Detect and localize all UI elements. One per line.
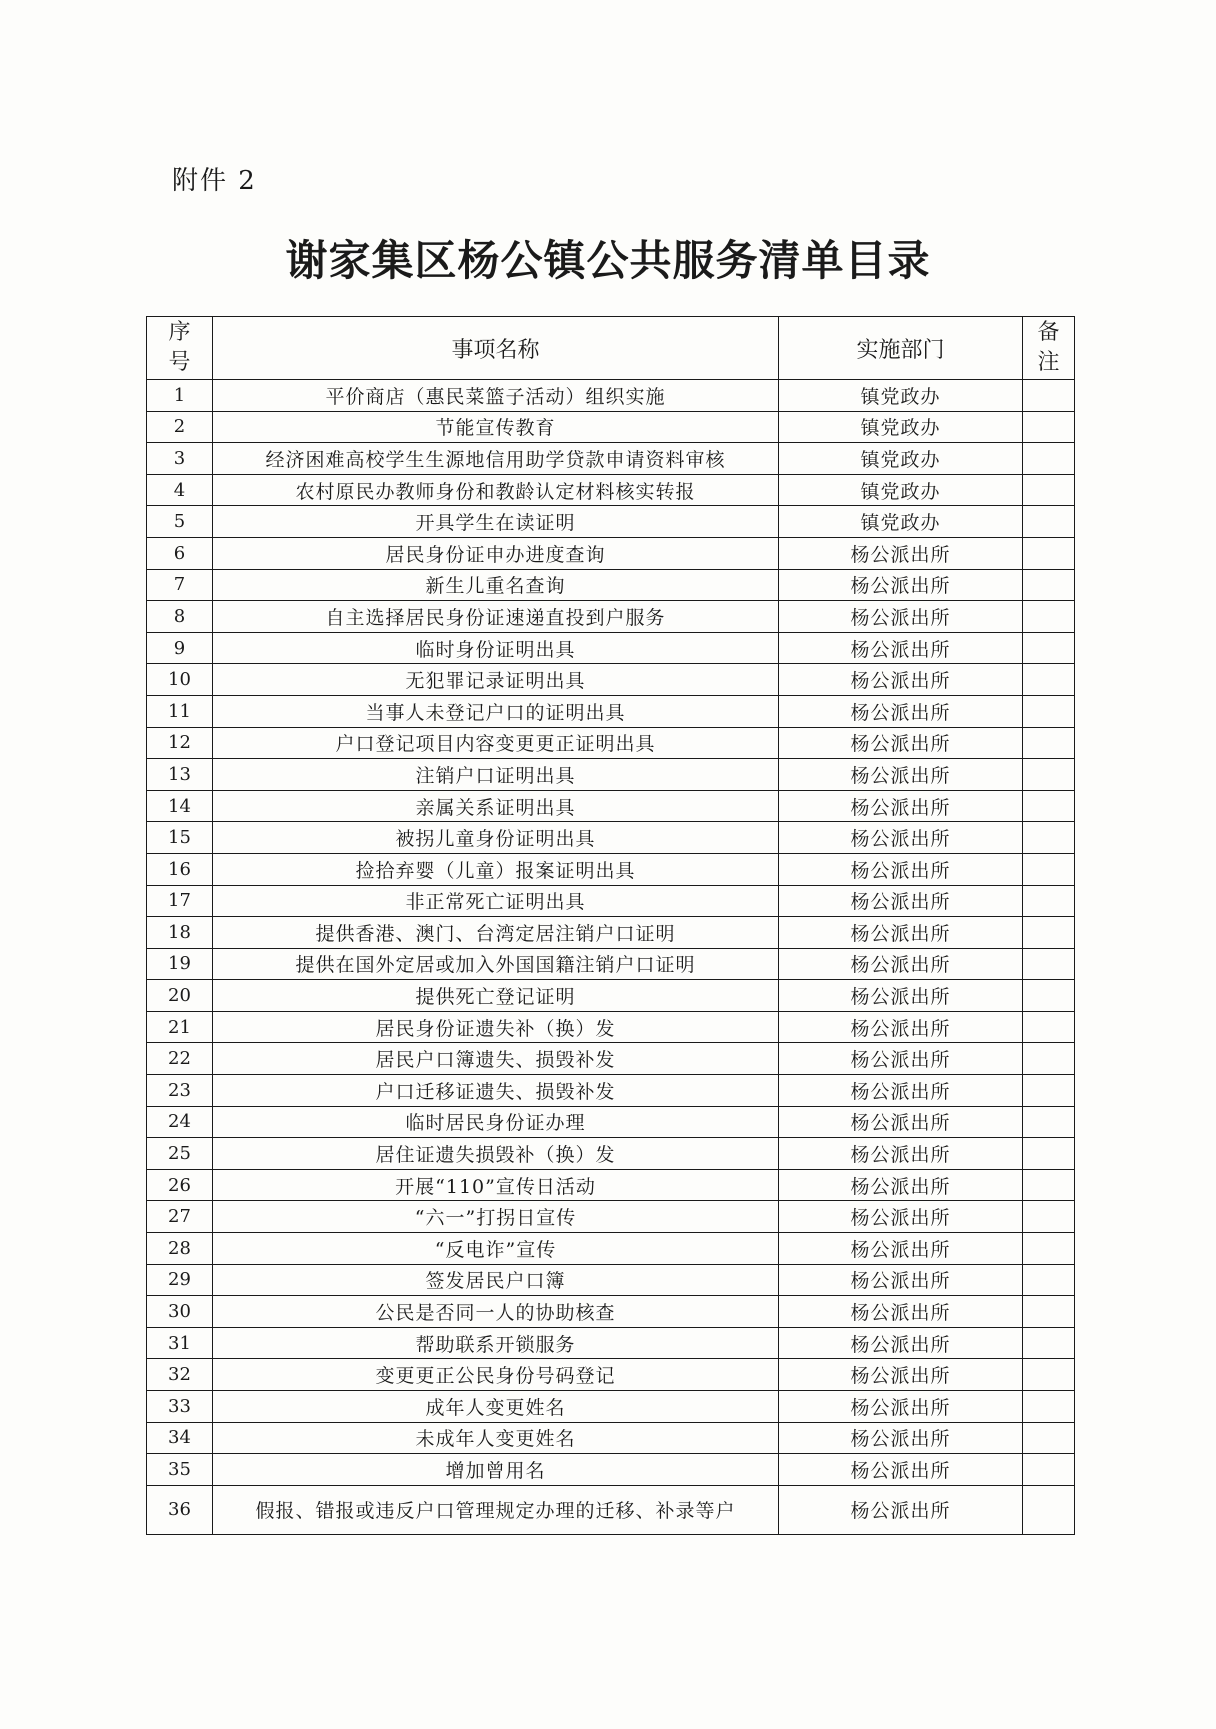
table-row	[147, 885, 1075, 917]
note-cell	[1023, 1201, 1075, 1233]
table-row	[147, 790, 1075, 822]
department: 杨公派出所	[779, 1011, 1023, 1043]
table-row	[147, 695, 1075, 727]
service-name: 平价商店（惠民菜篮子活动）组织实施	[213, 380, 779, 412]
column-header-name: 事项名称	[213, 317, 779, 380]
column-header-dept: 实施部门	[779, 317, 1023, 380]
document-title: 谢家集区杨公镇公共服务清单目录	[285, 236, 931, 285]
note-cell	[1023, 632, 1075, 664]
table-row	[147, 443, 1075, 475]
service-name: 未成年人变更姓名	[213, 1422, 779, 1454]
table-row	[147, 727, 1075, 759]
table-row	[147, 822, 1075, 854]
table-row	[147, 1075, 1075, 1107]
department: 杨公派出所	[779, 1296, 1023, 1328]
table-body	[147, 380, 1075, 1535]
row-number: 4	[147, 474, 213, 506]
table-row	[147, 1201, 1075, 1233]
column-header-no-text: 序号	[168, 320, 191, 375]
service-name: 签发居民户口簿	[213, 1264, 779, 1296]
department: 杨公派出所	[779, 1075, 1023, 1107]
note-cell	[1023, 727, 1075, 759]
note-cell	[1023, 601, 1075, 633]
department: 杨公派出所	[779, 1359, 1023, 1391]
service-name: 居住证遗失损毁补（换）发	[213, 1138, 779, 1170]
department: 杨公派出所	[779, 664, 1023, 696]
table-row	[147, 537, 1075, 569]
table-row	[147, 1422, 1075, 1454]
note-cell	[1023, 537, 1075, 569]
service-name: 捡拾弃婴（儿童）报案证明出具	[213, 853, 779, 885]
table-row	[147, 1011, 1075, 1043]
service-name: 非正常死亡证明出具	[213, 885, 779, 917]
service-name: 自主选择居民身份证速递直投到户服务	[213, 601, 779, 633]
table-row	[147, 1264, 1075, 1296]
note-cell	[1023, 1359, 1075, 1391]
table-header-row	[147, 317, 1075, 380]
service-name: 亲属关系证明出具	[213, 790, 779, 822]
table-row	[147, 1359, 1075, 1391]
table-row	[147, 1327, 1075, 1359]
note-cell	[1023, 790, 1075, 822]
department: 杨公派出所	[779, 917, 1023, 949]
row-number: 7	[147, 569, 213, 601]
note-cell	[1023, 474, 1075, 506]
service-name: 节能宣传教育	[213, 411, 779, 443]
note-cell	[1023, 1043, 1075, 1075]
department: 杨公派出所	[779, 537, 1023, 569]
department: 镇党政办	[779, 474, 1023, 506]
department: 杨公派出所	[779, 948, 1023, 980]
department: 杨公派出所	[779, 727, 1023, 759]
service-name: 户口登记项目内容变更更正证明出具	[213, 727, 779, 759]
note-cell	[1023, 1485, 1075, 1534]
note-cell	[1023, 380, 1075, 412]
department: 杨公派出所	[779, 632, 1023, 664]
row-number: 18	[147, 917, 213, 949]
table-row	[147, 506, 1075, 538]
department: 杨公派出所	[779, 1391, 1023, 1423]
note-cell	[1023, 1454, 1075, 1486]
service-name: 增加曾用名	[213, 1454, 779, 1486]
service-name: 无犯罪记录证明出具	[213, 664, 779, 696]
service-name: 新生儿重名查询	[213, 569, 779, 601]
row-number: 22	[147, 1043, 213, 1075]
row-number: 23	[147, 1075, 213, 1107]
department: 镇党政办	[779, 506, 1023, 538]
table-row	[147, 1043, 1075, 1075]
service-name: 临时身份证明出具	[213, 632, 779, 664]
note-cell	[1023, 1264, 1075, 1296]
department: 杨公派出所	[779, 759, 1023, 791]
row-number: 31	[147, 1327, 213, 1359]
service-name: 假报、错报或违反户口管理规定办理的迁移、补录等户	[213, 1485, 779, 1534]
row-number: 32	[147, 1359, 213, 1391]
note-cell	[1023, 948, 1075, 980]
service-list-table	[146, 316, 1075, 1535]
service-name: 临时居民身份证办理	[213, 1106, 779, 1138]
row-number: 20	[147, 980, 213, 1012]
department: 镇党政办	[779, 380, 1023, 412]
note-cell	[1023, 569, 1075, 601]
note-cell	[1023, 1422, 1075, 1454]
service-name: 当事人未登记户口的证明出具	[213, 695, 779, 727]
department: 杨公派出所	[779, 980, 1023, 1012]
table-row	[147, 980, 1075, 1012]
table-row	[147, 569, 1075, 601]
table-row	[147, 1233, 1075, 1265]
table-row	[147, 759, 1075, 791]
row-number: 19	[147, 948, 213, 980]
row-number: 28	[147, 1233, 213, 1265]
note-cell	[1023, 980, 1075, 1012]
note-cell	[1023, 506, 1075, 538]
service-name: 提供在国外定居或加入外国国籍注销户口证明	[213, 948, 779, 980]
table-row	[147, 1391, 1075, 1423]
column-header-note	[1023, 317, 1075, 380]
note-cell	[1023, 822, 1075, 854]
department: 杨公派出所	[779, 885, 1023, 917]
table-row	[147, 1296, 1075, 1328]
department: 杨公派出所	[779, 569, 1023, 601]
department: 杨公派出所	[779, 1169, 1023, 1201]
table-row	[147, 632, 1075, 664]
column-header-note-text: 备注	[1037, 320, 1060, 375]
department: 杨公派出所	[779, 822, 1023, 854]
table-row	[147, 664, 1075, 696]
note-cell	[1023, 885, 1075, 917]
row-number: 36	[147, 1485, 213, 1534]
note-cell	[1023, 1391, 1075, 1423]
table-row	[147, 1454, 1075, 1486]
department: 杨公派出所	[779, 1043, 1023, 1075]
row-number: 5	[147, 506, 213, 538]
row-number: 24	[147, 1106, 213, 1138]
row-number: 29	[147, 1264, 213, 1296]
department: 镇党政办	[779, 411, 1023, 443]
service-name: 帮助联系开锁服务	[213, 1327, 779, 1359]
note-cell	[1023, 1327, 1075, 1359]
department: 杨公派出所	[779, 1233, 1023, 1265]
note-cell	[1023, 695, 1075, 727]
note-cell	[1023, 1106, 1075, 1138]
service-name: 提供香港、澳门、台湾定居注销户口证明	[213, 917, 779, 949]
service-name: 经济困难高校学生生源地信用助学贷款申请资料审核	[213, 443, 779, 475]
note-cell	[1023, 1233, 1075, 1265]
row-number: 27	[147, 1201, 213, 1233]
service-name: 开展“110”宣传日活动	[213, 1169, 779, 1201]
table-row	[147, 380, 1075, 412]
table-row	[147, 601, 1075, 633]
note-cell	[1023, 1011, 1075, 1043]
department: 杨公派出所	[779, 1201, 1023, 1233]
service-name: 居民户口簿遗失、损毁补发	[213, 1043, 779, 1075]
table-row	[147, 917, 1075, 949]
note-cell	[1023, 917, 1075, 949]
department: 杨公派出所	[779, 601, 1023, 633]
row-number: 33	[147, 1391, 213, 1423]
note-cell	[1023, 1169, 1075, 1201]
row-number: 12	[147, 727, 213, 759]
row-number: 13	[147, 759, 213, 791]
department: 镇党政办	[779, 443, 1023, 475]
table-row	[147, 1169, 1075, 1201]
table-row	[147, 853, 1075, 885]
department: 杨公派出所	[779, 1106, 1023, 1138]
service-name: 居民身份证申办进度查询	[213, 537, 779, 569]
note-cell	[1023, 759, 1075, 791]
row-number: 35	[147, 1454, 213, 1486]
department: 杨公派出所	[779, 790, 1023, 822]
department: 杨公派出所	[779, 853, 1023, 885]
row-number: 26	[147, 1169, 213, 1201]
row-number: 9	[147, 632, 213, 664]
service-name: 提供死亡登记证明	[213, 980, 779, 1012]
note-cell	[1023, 853, 1075, 885]
table-row	[147, 411, 1075, 443]
row-number: 6	[147, 537, 213, 569]
row-number: 11	[147, 695, 213, 727]
service-name: 农村原民办教师身份和教龄认定材料核实转报	[213, 474, 779, 506]
note-cell	[1023, 411, 1075, 443]
service-name: “六一”打拐日宣传	[213, 1201, 779, 1233]
table-row	[147, 1106, 1075, 1138]
service-name: 开具学生在读证明	[213, 506, 779, 538]
row-number: 25	[147, 1138, 213, 1170]
service-name: 成年人变更姓名	[213, 1391, 779, 1423]
attachment-label: 附件 2	[172, 166, 257, 196]
department: 杨公派出所	[779, 1422, 1023, 1454]
note-cell	[1023, 1075, 1075, 1107]
row-number: 34	[147, 1422, 213, 1454]
table-row	[147, 948, 1075, 980]
note-cell	[1023, 1296, 1075, 1328]
note-cell	[1023, 664, 1075, 696]
department: 杨公派出所	[779, 1327, 1023, 1359]
row-number: 1	[147, 380, 213, 412]
service-name: 居民身份证遗失补（换）发	[213, 1011, 779, 1043]
table-row	[147, 474, 1075, 506]
department: 杨公派出所	[779, 1454, 1023, 1486]
service-name: 户口迁移证遗失、损毁补发	[213, 1075, 779, 1107]
note-cell	[1023, 443, 1075, 475]
row-number: 30	[147, 1296, 213, 1328]
row-number: 17	[147, 885, 213, 917]
column-header-no	[147, 317, 213, 380]
service-name: 注销户口证明出具	[213, 759, 779, 791]
department: 杨公派出所	[779, 1485, 1023, 1534]
service-name: 被拐儿童身份证明出具	[213, 822, 779, 854]
department: 杨公派出所	[779, 1138, 1023, 1170]
table-row	[147, 1138, 1075, 1170]
row-number: 10	[147, 664, 213, 696]
department: 杨公派出所	[779, 1264, 1023, 1296]
service-name: “反电诈”宣传	[213, 1233, 779, 1265]
row-number: 8	[147, 601, 213, 633]
row-number: 15	[147, 822, 213, 854]
row-number: 2	[147, 411, 213, 443]
service-name: 公民是否同一人的协助核查	[213, 1296, 779, 1328]
row-number: 21	[147, 1011, 213, 1043]
department: 杨公派出所	[779, 695, 1023, 727]
row-number: 14	[147, 790, 213, 822]
note-cell	[1023, 1138, 1075, 1170]
table-row	[147, 1485, 1075, 1534]
row-number: 3	[147, 443, 213, 475]
row-number: 16	[147, 853, 213, 885]
service-name: 变更更正公民身份号码登记	[213, 1359, 779, 1391]
